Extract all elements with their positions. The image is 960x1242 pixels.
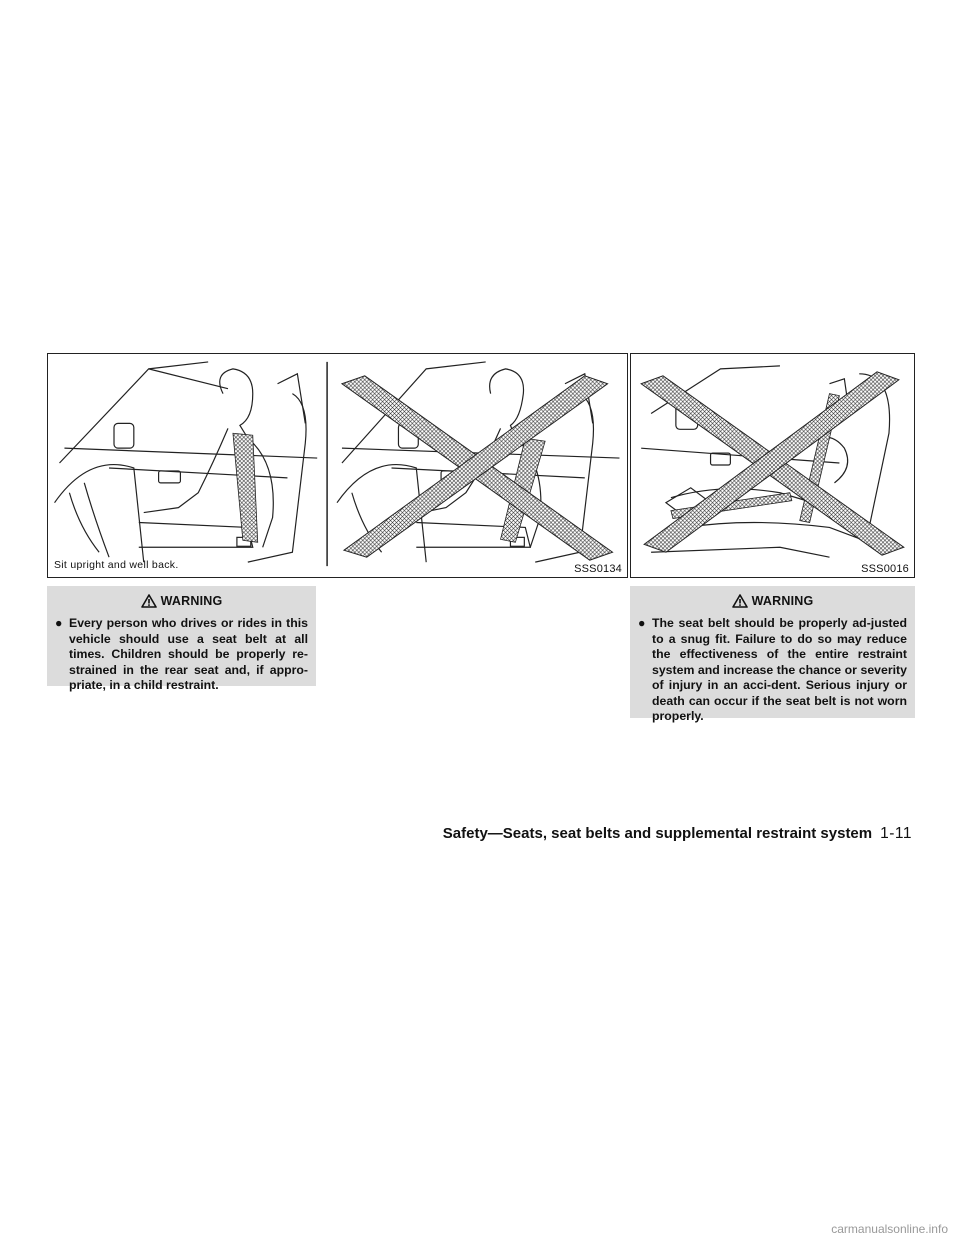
watermark-link[interactable]: carmanualsonline.info — [831, 1222, 948, 1236]
figure-sss0016 — [630, 353, 915, 578]
figure-caption: Sit upright and well back. — [54, 559, 179, 571]
warning-box-right — [630, 586, 915, 723]
warning-heading — [638, 594, 907, 608]
seat-posture-illustration — [48, 354, 627, 577]
warning-text: The seat belt should be properly ad-justed to a snug fit. Failure to do so may reduce the effectiveness of the entire restraint system and increase the chance or severity of injury in an acci-dent. Serious injury or death can occur if the seat belt is not worn properly. — [652, 616, 907, 723]
figure-code: SSS0134 — [574, 563, 622, 575]
warning-heading — [55, 594, 308, 608]
figure-sss0134 — [47, 353, 628, 578]
warning-heading-text: WARNING — [160, 594, 223, 608]
page-number: 1-11 — [880, 825, 912, 842]
warning-triangle-icon — [141, 594, 157, 608]
bullet-icon: ● — [55, 616, 63, 630]
section-title: Safety—Seats, seat belts and supplemental restraint system — [442, 825, 873, 842]
warning-box-left — [47, 586, 316, 692]
warning-text: Every person who drives or rides in this vehicle should use a seat belt at all times. Children should be properly re-strained in the rear seat and, if appro-priate, in a child restraint. — [69, 616, 308, 692]
bullet-icon: ● — [638, 616, 646, 630]
warning-triangle-icon — [732, 594, 748, 608]
warning-bullet — [55, 616, 308, 694]
warning-bullet — [638, 616, 907, 725]
reclined-seat-illustration — [631, 354, 914, 577]
figure-code: SSS0016 — [861, 563, 909, 575]
page-footer — [443, 825, 912, 843]
warning-heading-text: WARNING — [751, 594, 814, 608]
